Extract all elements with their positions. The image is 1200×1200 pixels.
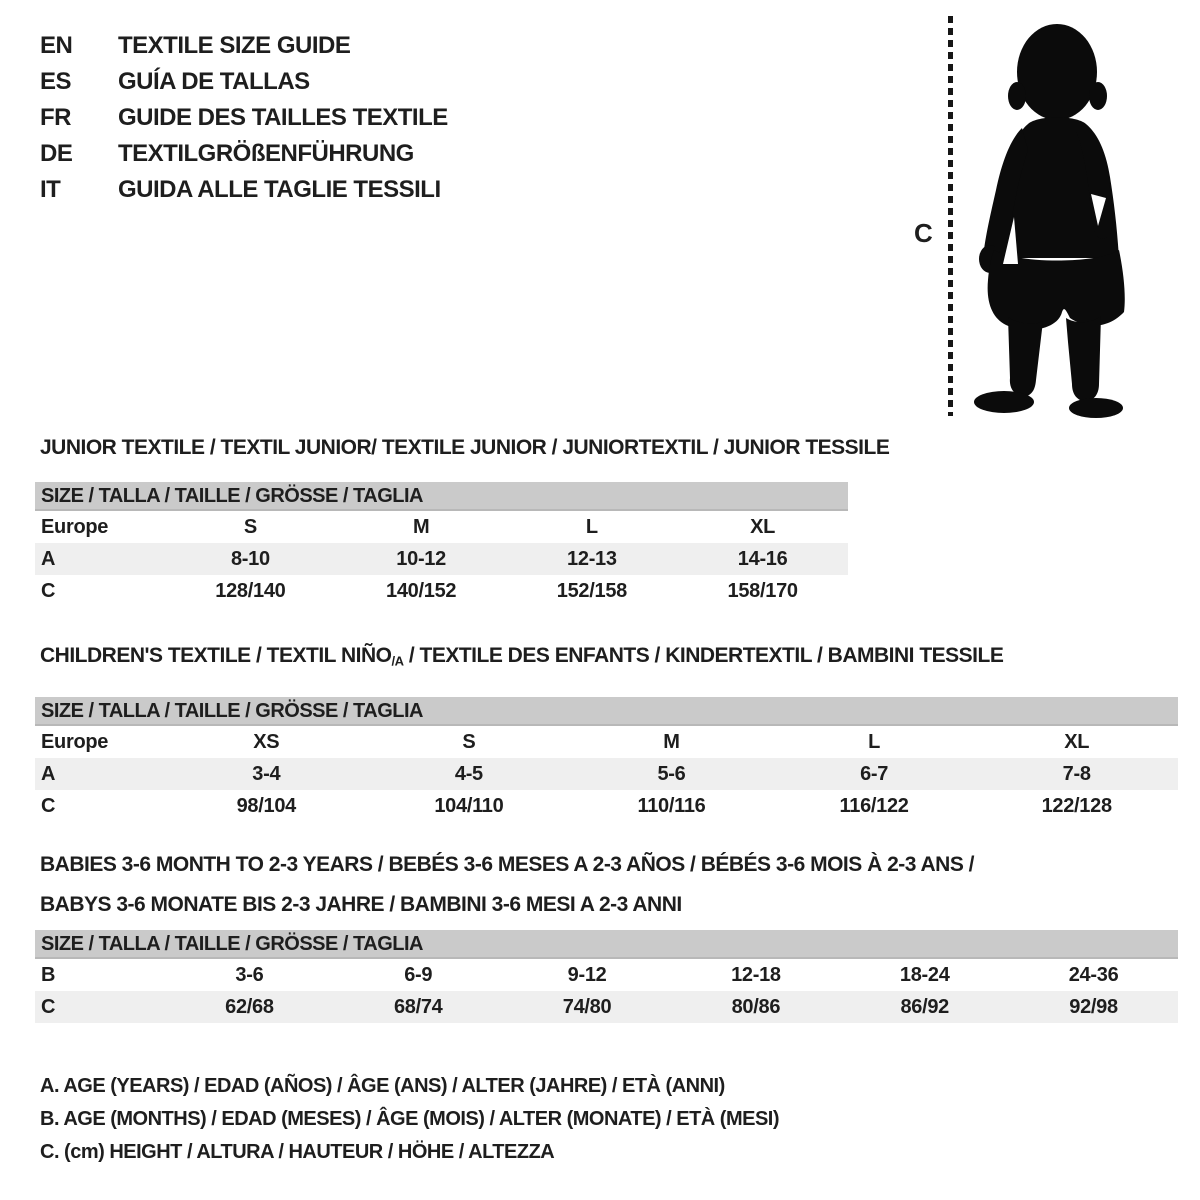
height-cell: 80/86 (731, 995, 781, 1018)
section-title-junior: JUNIOR TEXTILE / TEXTIL JUNIOR/ TEXTILE JUNIOR / JUNIORTEXTIL / JUNIOR TESSILE (40, 436, 890, 459)
table-row (35, 575, 848, 607)
height-measure-dashed-line (948, 16, 953, 416)
age-cell: 3-4 (252, 762, 281, 785)
guide-title: GUÍA DE TALLAS (118, 68, 310, 95)
language-code: IT (40, 176, 61, 203)
age-cell: 6-9 (404, 963, 433, 986)
legend-line-b: B. AGE (MONTHS) / EDAD (MESES) / ÂGE (MOIS) / ALTER (MONATE) / ETÀ (MESI) (40, 1108, 780, 1130)
height-cell: 140/152 (386, 579, 457, 602)
height-cell: 128/140 (215, 579, 286, 602)
table-row (35, 726, 1178, 758)
size-cell: XL (750, 515, 776, 538)
size-cell: L (868, 730, 881, 753)
row-label: A (41, 547, 56, 570)
title-text: / TEXTILE DES ENFANTS / KINDERTEXTIL / BAMBINI TESSILE (403, 644, 1004, 667)
height-cell: 122/128 (1041, 794, 1112, 817)
babies-size-table (35, 959, 1178, 1023)
age-cell: 8-10 (230, 547, 270, 570)
title-subscript: /A (391, 653, 404, 669)
guide-title: TEXTILE SIZE GUIDE (118, 32, 351, 59)
table-row (35, 758, 1178, 790)
guide-title: GUIDE DES TAILLES TEXTILE (118, 104, 448, 131)
guide-title: GUIDA ALLE TAGLIE TESSILI (118, 176, 441, 203)
age-cell: 24-36 (1068, 963, 1119, 986)
size-cell: M (663, 730, 680, 753)
size-cell: S (243, 515, 257, 538)
table-row (35, 790, 1178, 822)
row-label: A (41, 762, 56, 785)
height-cell: 104/110 (434, 794, 504, 817)
height-cell: 74/80 (562, 995, 612, 1018)
size-cell: M (412, 515, 430, 538)
height-cell: 158/170 (727, 579, 798, 602)
age-cell: 5-6 (657, 762, 686, 785)
language-row (40, 100, 448, 136)
title-text: CHILDREN'S TEXTILE / TEXTIL NIÑO (40, 644, 392, 667)
junior-size-table (35, 511, 848, 607)
age-cell: 14-16 (737, 547, 788, 570)
height-cell: 98/104 (236, 794, 296, 817)
children-textile-section (35, 644, 1178, 822)
language-code: FR (40, 104, 71, 131)
legend-block (40, 1070, 779, 1169)
children-size-table (35, 726, 1178, 822)
language-code: DE (40, 140, 73, 167)
age-cell: 6-7 (860, 762, 889, 785)
height-marker-label: C (914, 218, 933, 248)
height-cell: 110/116 (637, 794, 706, 817)
legend-line-c: C. (cm) HEIGHT / ALTURA / HAUTEUR / HÖHE / ALTEZZA (40, 1141, 555, 1163)
size-header-bar: SIZE / TALLA / TAILLE / GRÖSSE / TAGLIA (35, 697, 1178, 726)
language-code: ES (40, 68, 72, 95)
age-cell: 7-8 (1062, 762, 1091, 785)
age-cell: 18-24 (899, 963, 950, 986)
row-label: Europe (41, 730, 109, 753)
height-cell: 68/74 (393, 995, 443, 1018)
size-cell: L (585, 515, 598, 538)
guide-title: TEXTILGRÖßENFÜHRUNG (118, 140, 414, 167)
age-cell: 10-12 (396, 547, 446, 570)
language-row (40, 172, 448, 208)
age-cell: 4-5 (454, 762, 483, 785)
age-cell: 3-6 (235, 963, 264, 986)
height-cell: 92/98 (1069, 995, 1118, 1018)
age-cell: 12-13 (567, 547, 617, 570)
height-cell: 116/122 (839, 794, 909, 817)
legend-line-a: A. AGE (YEARS) / EDAD (AÑOS) / ÂGE (ANS) / ALTER (JAHRE) / ETÀ (ANNI) (40, 1075, 725, 1097)
size-cell: XS (253, 730, 280, 753)
row-label: C (41, 579, 56, 602)
age-cell: 12-18 (731, 963, 781, 986)
language-code: EN (40, 32, 73, 59)
row-label: C (41, 794, 56, 817)
table-row (35, 991, 1178, 1023)
babies-textile-section (35, 845, 1178, 1023)
height-cell: 62/68 (225, 995, 274, 1018)
section-title-children (35, 644, 1178, 673)
size-header-bar: SIZE / TALLA / TAILLE / GRÖSSE / TAGLIA (35, 930, 1178, 959)
row-label: Europe (41, 515, 109, 538)
height-cell: 86/92 (900, 995, 949, 1018)
junior-textile-section (35, 436, 890, 607)
size-cell: XL (1064, 730, 1090, 753)
section-title-babies-line1: BABIES 3-6 MONTH TO 2-3 YEARS / BEBÉS 3-6 MESES A 2-3 AÑOS / BÉBÉS 3-6 MOIS À 2-3 ANS / (40, 853, 975, 876)
table-row (35, 511, 848, 543)
size-header-bar: SIZE / TALLA / TAILLE / GRÖSSE / TAGLIA (35, 482, 848, 511)
section-title-babies-line2: BABYS 3-6 MONATE BIS 2-3 JAHRE / BAMBINI 3-6 MESI A 2-3 ANNI (40, 893, 682, 916)
table-row (35, 543, 848, 575)
baby-silhouette-image (958, 12, 1150, 420)
height-cell: 152/158 (556, 579, 627, 602)
table-row (35, 959, 1178, 991)
language-row (40, 28, 448, 64)
row-label: B (41, 963, 56, 986)
age-cell: 9-12 (567, 963, 607, 986)
size-cell: S (462, 730, 476, 753)
language-row (40, 64, 448, 100)
row-label: C (41, 995, 56, 1018)
language-row (40, 136, 448, 172)
language-title-list (40, 28, 448, 208)
